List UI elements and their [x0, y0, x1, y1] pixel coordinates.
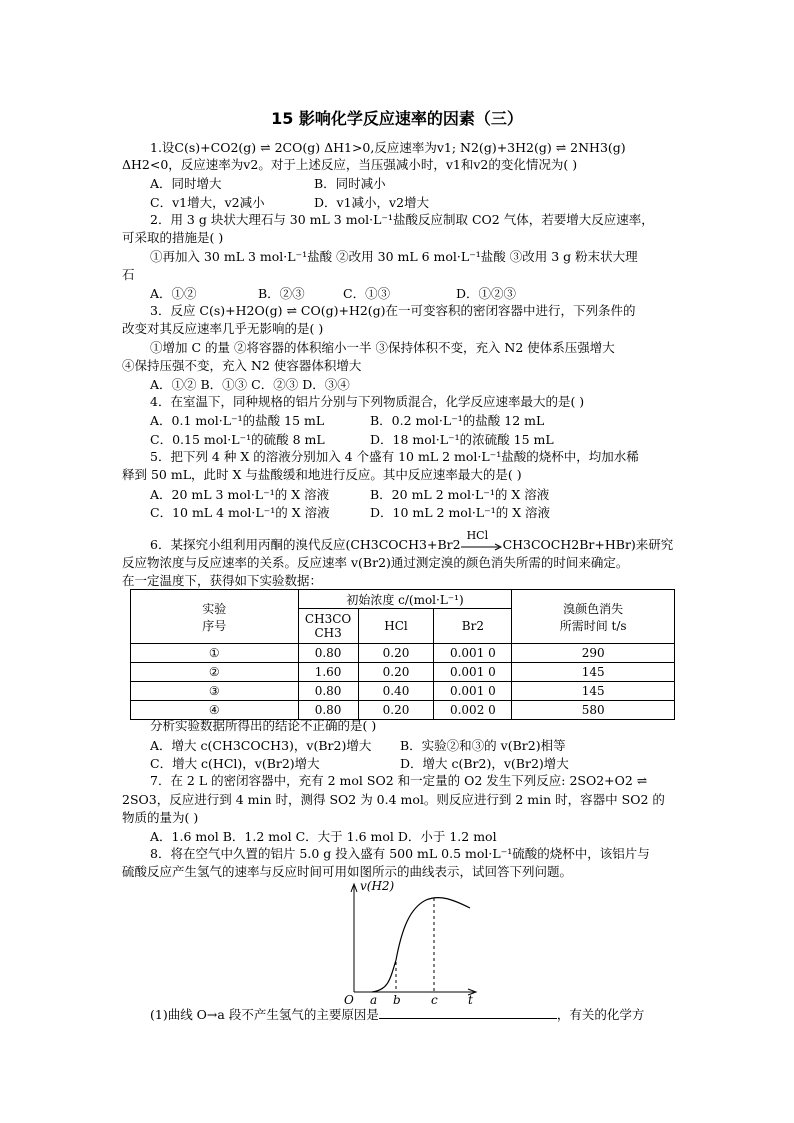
table-cell: 0.20	[358, 644, 434, 663]
header-time	[512, 590, 675, 644]
q1-line1: 1.设C(s)+CO2(g) ⇌ 2CO(g) ΔH1>0,反应速率为v1; N2(g)+3H2(g) ⇌ 2NH3(g)	[150, 140, 626, 155]
q6-option-d: D．增大 c(Br2)，v(Br2)增大	[400, 756, 569, 771]
table-cell: 290	[512, 644, 675, 663]
q2-line1: 2．用 3 g 块状大理石与 30 mL 3 mol·L⁻¹盐酸反应制取 CO2 气体，若要增大反应速率，	[150, 212, 654, 227]
rate-curve	[372, 898, 470, 992]
q5-option-d: D．10 mL 2 mol·L⁻¹的 X 溶液	[370, 505, 551, 520]
table-cell: 0.20	[358, 663, 434, 682]
point-c-label: c	[431, 993, 438, 1006]
header-acetone	[298, 609, 358, 644]
q1-option-d: D．v1减小，v2增大	[314, 195, 430, 210]
table-row	[131, 644, 675, 663]
table-cell: ④	[131, 701, 299, 720]
point-a-label: a	[370, 993, 378, 1006]
header-acetone-line2: CH3	[314, 626, 342, 640]
table-cell: ①	[131, 644, 299, 663]
q7-line1: 7．在 2 L 的密闭容器中，充有 2 mol SO2 和一定量的 O2 发生下列反应: 2SO2+O2 ⇌	[150, 773, 648, 788]
header-time-line2: 所需时间 t/s	[559, 618, 627, 633]
point-b-label: b	[393, 993, 401, 1006]
q7-options: A．1.6 mol B．1.2 mol C．大于 1.6 mol D．小于 1.2 mol	[150, 829, 497, 844]
q3-line2: 改变对其反应速率几乎无影响的是( )	[122, 321, 324, 336]
table-cell: 145	[512, 663, 675, 682]
q6-line4: 分析实验数据所得出的结论不正确的是( )	[150, 718, 377, 733]
header-experiment-line2: 序号	[202, 618, 227, 633]
table-cell: 580	[512, 701, 675, 720]
q2-line2: 可采取的措施是( )	[122, 230, 224, 245]
table-cell: 0.002 0	[434, 701, 512, 720]
q4-line1: 4．在室温下，同种规格的铝片分别与下列物质混合，化学反应速率最大的是( )	[150, 394, 585, 409]
q2-line3: ①再加入 30 mL 3 mol·L⁻¹盐酸 ②改用 30 mL 6 mol·L⁻¹盐酸 ③改用 3 g 粉末状大理	[150, 249, 638, 264]
q8-sub1	[150, 1006, 706, 1023]
q7-line2: 2SO3，反应进行到 4 min 时，测得 SO2 为 0.4 mol。则反应进行到 2 min 时，容器中 SO2 的	[122, 792, 665, 807]
q2-line4: 石	[122, 267, 135, 282]
header-time-line1: 溴颜色消失	[563, 601, 624, 616]
q2-option-c: C．①③	[343, 286, 391, 301]
q4-option-d: D．18 mol·L⁻¹的浓硫酸 15 mL	[370, 432, 554, 447]
q4-option-b: B．0.2 mol·L⁻¹的盐酸 12 mL	[370, 413, 545, 428]
q3-line1: 3．反应 C(s)+H2O(g) ⇌ CO(g)+H2(g)在一可变容积的密闭容器中进行，下列条件的	[150, 303, 636, 318]
catalyst-label: HCl	[466, 528, 489, 542]
y-axis-label: v(H2)	[360, 879, 395, 893]
table-cell: 0.001 0	[434, 644, 512, 663]
q6-option-c: C．增大 c(HCl)，v(Br2)增大	[150, 756, 320, 771]
header-acetone-line1: CH3CO	[304, 612, 352, 626]
x-axis-label: t	[468, 993, 473, 1006]
table-cell: ②	[131, 663, 299, 682]
header-br2: Br2	[434, 609, 512, 644]
header-initial-concentration: 初始浓度 c/(mol·L⁻¹)	[298, 590, 512, 609]
q8-line2: 硫酸反应产生氢气的速率与反应时间可用如图所示的曲线表示，试回答下列问题。	[122, 864, 573, 879]
q7-line3: 物质的量为( )	[122, 810, 199, 825]
header-experiment	[131, 590, 299, 644]
table-cell: 0.20	[358, 701, 434, 720]
q6-line1	[150, 528, 706, 553]
q6-line3: 在一定温度下，获得如下实验数据：	[122, 573, 323, 588]
q8-sub1-part2: ，有关的化学方	[556, 1007, 645, 1022]
table-cell: 145	[512, 682, 675, 701]
rate-time-graph	[330, 878, 490, 1006]
table-cell: 0.40	[358, 682, 434, 701]
table-cell: ③	[131, 682, 299, 701]
table-cell: 0.80	[298, 701, 358, 720]
q3-line3: ①增加 C 的量 ②将容器的体积缩小一半 ③保持体积不变，充入 N2 使体系压强增大	[150, 340, 615, 355]
table-cell: 0.80	[298, 644, 358, 663]
table-row	[131, 663, 675, 682]
q1-option-c: C．v1增大，v2减小	[150, 195, 265, 210]
q5-line1: 5．把下列 4 种 X 的溶液分别加入 4 个盛有 10 mL 2 mol·L⁻¹盐酸的烧杯中，均加水稀	[150, 449, 639, 464]
table-cell: 0.001 0	[434, 663, 512, 682]
table-cell: 1.60	[298, 663, 358, 682]
q5-line2: 释到 50 mL，此时 X 与盐酸缓和地进行反应。其中反应速率最大的是( )	[122, 467, 522, 482]
q3-options: A．①② B．①③ C．②③ D．③④	[150, 377, 350, 392]
q5-option-b: B．20 mL 2 mol·L⁻¹的 X 溶液	[370, 487, 550, 502]
q6-line1-part1: 6．某探究小组利用丙酮的溴代反应(CH3COCH3+Br2	[150, 537, 461, 552]
q8-line1: 8．将在空气中久置的铝片 5.0 g 投入盛有 500 mL 0.5 mol·L⁻¹硫酸的烧杯中，该铝片与	[150, 846, 650, 861]
q3-line4: ④保持压强不变，充入 N2 使容器体积增大	[122, 358, 362, 373]
header-experiment-line1: 实验	[202, 601, 227, 616]
q2-option-d: D．①②③	[456, 286, 517, 301]
origin-label: O	[344, 993, 354, 1006]
table-cell: 0.80	[298, 682, 358, 701]
experiment-data-table	[130, 589, 675, 720]
q4-option-c: C．0.15 mol·L⁻¹的硫酸 8 mL	[150, 432, 325, 447]
table-cell: 0.001 0	[434, 682, 512, 701]
q2-option-b: B．②③	[258, 286, 305, 301]
q1-line2: ΔH2<0，反应速率为v2。对于上述反应，当压强减小时，v1和v2的变化情况为( )	[122, 157, 578, 172]
reaction-arrow-icon	[461, 528, 503, 553]
header-hcl: HCl	[358, 609, 434, 644]
q6-line1-part2: CH3COCH2Br+HBr)来研究	[502, 537, 674, 552]
q4-option-a: A．0.1 mol·L⁻¹的盐酸 15 mL	[150, 413, 325, 428]
q1-option-a: A．同时增大	[150, 176, 222, 191]
q1-option-b: B．同时减小	[314, 176, 386, 191]
q5-option-c: C．10 mL 4 mol·L⁻¹的 X 溶液	[150, 505, 330, 520]
table-row	[131, 682, 675, 701]
q2-option-a: A．①②	[150, 286, 197, 301]
q6-option-b: B．实验②和③的 v(Br2)相等	[400, 738, 566, 753]
page-title: 15 影响化学反应速率的因素（三）	[271, 109, 523, 128]
q6-option-a: A．增大 c(CH3COCH3)，v(Br2)增大	[150, 738, 372, 753]
answer-blank[interactable]	[379, 1006, 557, 1019]
q5-option-a: A．20 mL 3 mol·L⁻¹的 X 溶液	[150, 487, 330, 502]
q8-sub1-part1: (1)曲线 O→a 段不产生氢气的主要原因是	[150, 1007, 379, 1022]
q6-line2: 反应物浓度与反应速率的关系。反应速率 v(Br2)通过测定溴的颜色消失所需的时间来确定。	[122, 555, 629, 570]
